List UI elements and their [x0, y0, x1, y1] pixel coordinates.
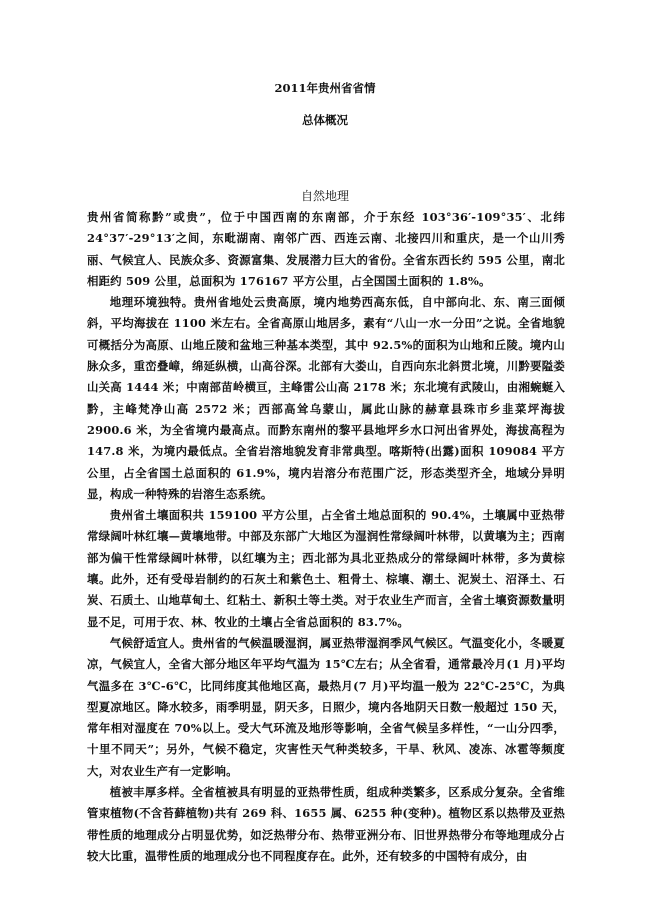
document-body — [87, 207, 565, 867]
document-title: 2011年贵州省省情 — [274, 81, 376, 95]
paragraph-location: 贵州省简称黔”或贵”，位于中国西南的东南部，介于东经 103°36′-109°35′、北纬 24°37′-29°13′之间，东毗湖南、南邻广西、西连云南、北接四川和重庆，是一个山川秀丽、气候宜人、民族众多、资源富集、发展潜力巨大的省份。全省东西长约 595 公里，南北相距约 509 公里，总面积为 176167 平方公里，占全国国土面积的 1.8%。 — [87, 210, 565, 288]
paragraph-vegetation: 植被丰厚多样。全省植被具有明显的亚热带性质，组成种类繁多，区系成分复杂。全省维管束植物(不含苔藓植物)共有 269 科、1655 属、6255 种(变种)。植物区系以热带及亚热带性质的地理成分占明显优势，如泛热带分布、热带亚洲分布、旧世界热带分布等地理成分占较大比重，温带性质的地理成分也不同程度存在。此外，还有较多的中国特有成分，由 — [87, 785, 565, 863]
paragraph-climate: 气候舒适宜人。贵州省的气候温暖湿润，属亚热带湿润季风气候区。气温变化小，冬暖夏凉，气候宜人，全省大部分地区年平均气温为 15℃左右；从全省看，通常最冷月(1 月)平均气温多在 3℃-6℃，比同纬度其他地区高，最热月(7 月)平均温一般为 22℃-25℃，为典型夏凉地区。降水较多，雨季明显，阴天多，日照少，境内各地阴天日数一般超过 150 天，常年相对湿度在 70%以上。受大气环流及地形等影响，全省气候呈多样性，“一山分四季，十里不同天”；另外，气候不稳定，灾害性天气种类较多，干旱、秋风、凌冻、冰雹等频度大，对农业生产有一定影响。 — [87, 635, 565, 778]
section-title: 自然地理 — [300, 189, 349, 203]
paragraph-geography: 地理环境独特。贵州省地处云贵高原，境内地势西高东低，自中部向北、东、南三面倾斜，平均海拔在 1100 米左右。全省高原山地居多，素有“八山一水一分田”之说。全省地貌可概括分为高原、山地丘陵和盆地三种基本类型，其中 92.5%的面积为山地和丘陵。境内山脉众多，重峦叠嶂，绵延纵横，山高谷深。北部有大娄山，自西向东北斜贯北境，川黔要隘娄山关高 1444 米；中南部苗岭横亘，主峰雷公山高 2178 米；东北境有武陵山，由湘蜿蜒入黔，主峰梵净山高 2572 米；西部高耸乌蒙山，属此山脉的赫章县珠市乡韭菜坪海拔 2900.6 米，为全省境内最高点。而黔东南州的黎平县地坪乡水口河出省界处，海拔高程为 147.8 米，为境内最低点。全省岩溶地貌发育非常典型。喀斯特(出露)面积 109084 平方公里，占全省国土总面积的 61.9%，境内岩溶分布范围广泛，形态类型齐全，地域分异明显，构成一种特殊的岩溶生态系统。 — [87, 295, 565, 501]
paragraph-soil: 贵州省土壤面积共 159100 平方公里，占全省土地总面积的 90.4%，土壤属中亚热带常绿阔叶林红壤—黄壤地带。中部及东部广大地区为湿润性常绿阔叶林带，以黄壤为主；西南部为偏干性常绿阔叶林带，以红壤为主；西北部为具北亚热成分的常绿阔叶林带，多为黄棕壤。此外，还有受母岩制约的石灰土和紫色土、粗骨土、棕壤、潮土、泥炭土、沼泽土、石炭、石质土、山地草甸土、红粘土、新积土等土类。对于农业生产而言，全省土壤资源数量明显不足，可用于农、林、牧业的土壤占全省总面积的 83.7%。 — [87, 508, 565, 629]
document-subtitle: 总体概况 — [302, 113, 348, 127]
